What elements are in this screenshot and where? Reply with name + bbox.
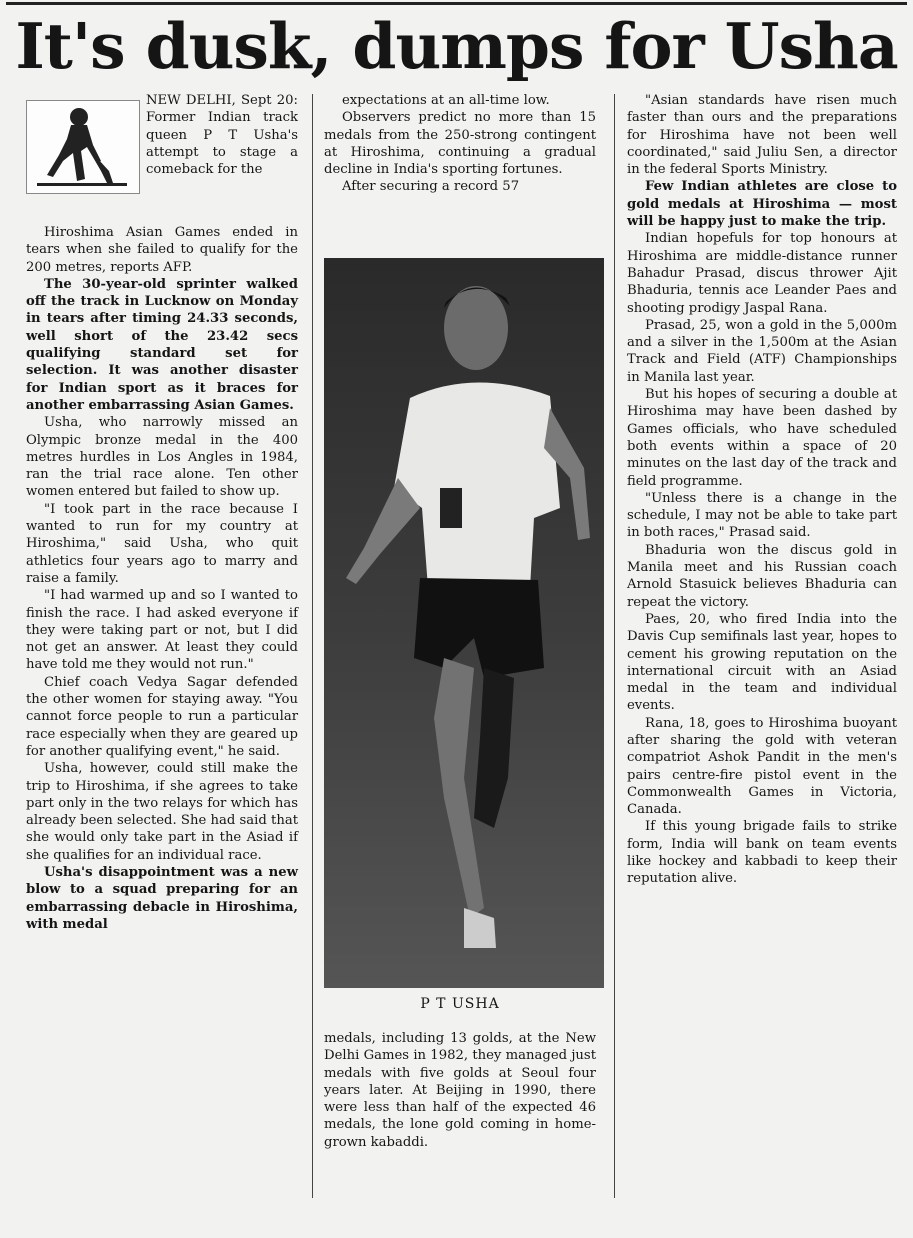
column-2-bottom xyxy=(324,1030,596,1151)
paragraph: Usha, however, could still make the trip to Hiroshima, if she agrees to take part only in the two relays for which has already been selected. She had said that she would only take part in the Asiad if she qualifies for an individual race. xyxy=(26,761,298,863)
column-3 xyxy=(627,92,897,888)
paragraph: Few Indian athletes are close to gold medals at Hiroshima — most will be happy just to make the trip. xyxy=(627,179,897,230)
paragraph: If this young brigade fails to strike form, India will bank on team events like hockey and kabbadi to keep their reputation alive. xyxy=(627,819,897,887)
paragraph: Chief coach Vedya Sagar defended the other women for staying away. "You cannot force people to run a particular race especially when they are geared up for another qualifying event," he said. xyxy=(26,674,298,759)
paragraph: After securing a record 57 xyxy=(342,179,520,195)
runner-thumbnail xyxy=(26,100,140,194)
photo-caption: P T USHA xyxy=(420,996,500,1012)
paragraph: medals, including 13 golds, at the New Delhi Games in 1982, they managed just medals with five golds at Seoul four years later. At Beijing in 1990, there were less than half of the expected 46 medals, the lone gold coming in home-grown kabaddi. xyxy=(324,1031,596,1150)
column-1 xyxy=(26,224,298,933)
paragraph: "I had warmed up and so I wanted to finish the race. I had asked everyone if they were taking part or not, but I did not get an answer. At least they could have told me they would not run." xyxy=(26,588,298,673)
paragraph: Paes, 20, who fired India into the Davis Cup semifinals last year, hopes to cement his growing reputation on the international circuit with an Asiad medal in the team and individual events. xyxy=(627,611,897,714)
paragraph: Observers predict no more than 15 medals from the 250-strong contingent at Hiroshima, continuing a gradual decline in India's sporting fortunes. xyxy=(324,110,596,178)
paragraph: expectations at an all-time low. xyxy=(342,93,550,108)
paragraph: "Unless there is a change in the schedule, I may not be able to take part in both races," Prasad said. xyxy=(627,490,897,541)
paragraph: Bhaduria won the discus gold in Manila meet and his Russian coach Arnold Stasuick believes Bhaduria can repeat the victory. xyxy=(627,542,897,610)
paragraph: "I took part in the race because I wanted to run for my country at Hiroshima," said Usha, who quit athletics four years ago to marry and raise a family. xyxy=(26,501,298,586)
paragraph: The 30-year-old sprinter walked off the track in Lucknow on Monday in tears after timing 24.33 seconds, well short of the 23.42 secs qualifying standard set for selection. It was another disaster for Indian sport as it braces for another embarrassing Asian Games. xyxy=(26,276,298,413)
intro-paragraph: NEW DELHI, Sept 20: Former Indian track queen P T Usha's attempt to stage a comeback for the xyxy=(146,93,298,178)
paragraph: Usha's disappointment was a new blow to a squad preparing for an embarrassing debacle in Hiroshima, with medal xyxy=(26,864,298,932)
paragraph: Indian hopefuls for top honours at Hiroshima are middle-distance runner Bahadur Prasad, discus thrower Ajit Bhaduria, tennis ace Leander Paes and shooting prodigy Jaspal Rana. xyxy=(627,231,897,316)
paragraph: Usha, who narrowly missed an Olympic bronze medal in the 400 metres hurdles in Los Angles in 1984, ran the trial race alone. Ten other women entered but failed to show up. xyxy=(26,415,298,500)
column-divider xyxy=(312,94,313,1198)
dateline-intro xyxy=(146,92,298,178)
headline: It's dusk, dumps for Usha xyxy=(15,9,898,83)
paragraph: Prasad, 25, won a gold in the 5,000m and a silver in the 1,500m at the Asian Track and Field (ATF) Championships in Manila last year. xyxy=(627,317,897,385)
paragraph: Hiroshima Asian Games ended in tears when she failed to qualify for the 200 metres, reports AFP. xyxy=(26,225,298,275)
column-divider xyxy=(614,94,615,1198)
column-2-top xyxy=(324,92,596,196)
paragraph: But his hopes of securing a double at Hiroshima may have been dashed by Games officials, who have scheduled both events within a space of 20 minutes on the last day of the track and field programme. xyxy=(627,387,897,489)
paragraph: "Asian standards have risen much faster than ours and the preparations for Hiroshima have not been well coordinated," said Juliu Sen, a director in the federal Sports Ministry. xyxy=(627,93,897,178)
top-rule xyxy=(6,2,907,5)
paragraph: Rana, 18, goes to Hiroshima buoyant after sharing the gold with veteran compatriot Ashok Pandit in the men's pairs centre-fire pistol event in the Commonwealth Games in Victoria, Canada. xyxy=(627,715,897,818)
usha-photo xyxy=(324,258,604,988)
